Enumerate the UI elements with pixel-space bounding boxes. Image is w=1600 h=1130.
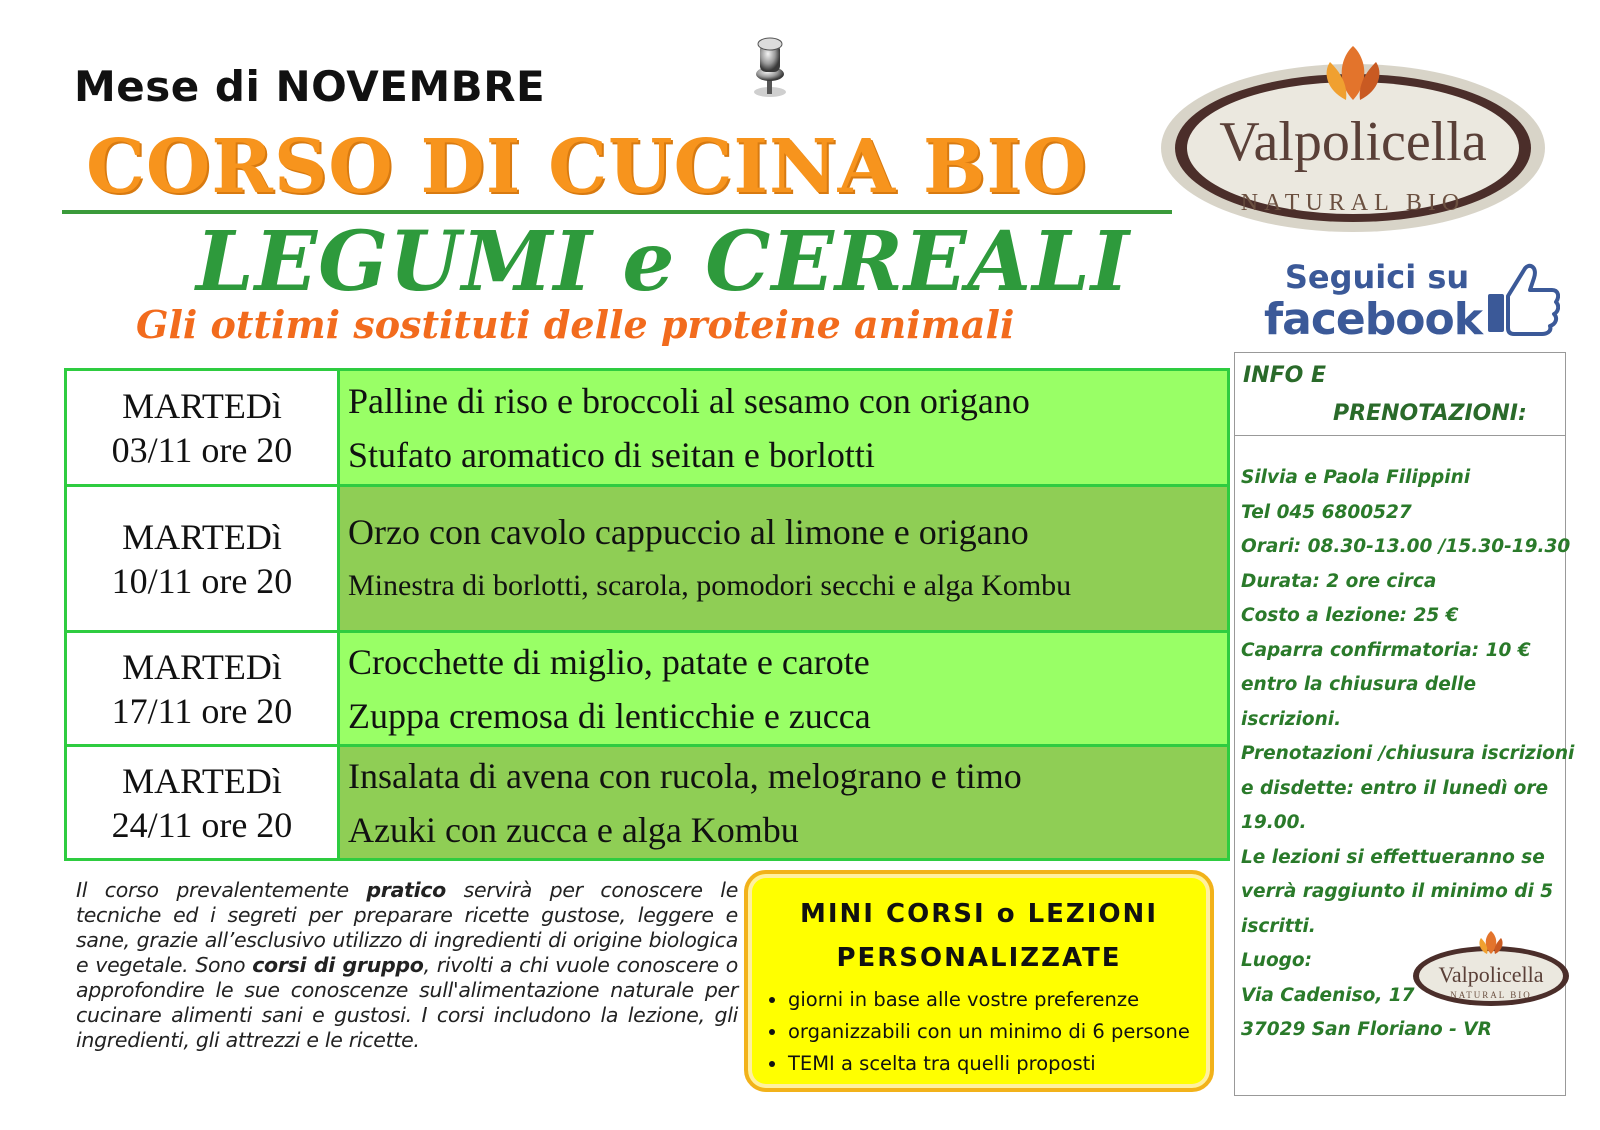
course-subtitle: LEGUMI e CEREALI [196, 214, 1131, 310]
lesson-day: MARTEDì [122, 385, 282, 426]
mini-title-line: PERSONALIZZATE [836, 943, 1122, 973]
table-row [67, 744, 1227, 858]
valpolicella-logo [1158, 40, 1548, 240]
info-line: iscritti. [1241, 915, 1316, 937]
info-line: Orari: 08.30-13.00 /15.30-19.30 [1241, 536, 1571, 557]
info-heading-line: INFO E [1243, 363, 1327, 388]
course-title: CORSO DI CUCINA BIO [86, 124, 1088, 210]
logo-sub: NATURAL BIO [1240, 190, 1466, 216]
lesson-date [67, 747, 340, 858]
info-line: Durata: 2 ore circa [1241, 570, 1437, 592]
description-text: servirà per conoscere le tecniche ed i segreti per preparare ricette gustose, leggere e sane, grazie all’esclusivo utilizzo di ingredienti di origine biologica e vegetale. Sono [76, 878, 739, 977]
dish: Crocchette di miglio, patate e carote [348, 641, 870, 682]
info-line: e disdette: entro il lunedì ore [1241, 777, 1549, 799]
lesson-day: MARTEDì [122, 646, 282, 687]
lesson-menu [340, 633, 1227, 744]
leaf-flame-icon [1479, 931, 1502, 954]
lesson-day: MARTEDì [122, 516, 282, 557]
info-heading [1235, 353, 1565, 436]
info-line: 19.00. [1241, 812, 1307, 833]
info-line: entro la chiusura delle [1241, 674, 1476, 695]
info-line: Costo a lezione: 25 € [1241, 605, 1459, 626]
dish: Insalata di avena con rucola, melograno e timo [348, 755, 1022, 796]
lesson-day: MARTEDì [122, 760, 282, 801]
table-row [67, 371, 1227, 484]
description-emphasis: pratico [366, 878, 446, 902]
logo-brand: Valpolicella [1219, 111, 1487, 173]
valpolicella-small-logo [1411, 930, 1571, 1010]
info-line: Le lezioni si effettueranno se [1241, 846, 1545, 868]
info-address: Via Cadeniso, 17 [1241, 984, 1415, 1006]
logo-sub: NATURAL BIO [1450, 990, 1532, 1000]
lesson-date [67, 633, 340, 744]
lesson-menu [340, 371, 1227, 484]
facebook-follow-label: Seguici su [1284, 258, 1470, 296]
mini-title-line: MINI CORSI o LEZIONI [800, 899, 1158, 929]
lesson-time: 17/11 ore 20 [111, 690, 293, 731]
mini-courses-list [770, 984, 1190, 1080]
description-text: , rivolti a chi vuole conoscere o approfondire le sue conoscenze sull'alimentazione naturale per cucinare alimenti sani e gustosi. I corsi includono la lezione, gli ingredienti, gli attrezzi e le ricette. [76, 953, 738, 1052]
facebook-wordmark: facebook [1264, 294, 1482, 345]
info-line: Caparra confirmatoria: 10 € [1241, 639, 1531, 661]
dish: Orzo con cavolo cappuccio al limone e origano [348, 511, 1029, 552]
list-item: • TEMI a scelta tra quelli proposti [788, 1048, 1190, 1080]
info-line: Silvia e Paola Filippini [1241, 467, 1471, 488]
facebook-follow[interactable] [1262, 258, 1562, 343]
lesson-date [67, 487, 340, 630]
lesson-date [67, 371, 340, 484]
dish: Palline di riso e broccoli al sesamo con origano [348, 380, 1030, 421]
info-line: Prenotazioni /chiusura iscrizioni [1241, 743, 1575, 764]
thumbs-up-icon [1484, 258, 1560, 338]
info-phone[interactable]: Tel 045 6800527 [1241, 501, 1412, 523]
pushpin-icon [740, 30, 800, 105]
course-tagline: Gli ottimi sostituti delle proteine animali [136, 302, 1015, 347]
mini-courses-box [744, 870, 1214, 1092]
lesson-menu [340, 747, 1227, 858]
dish: Minestra di borlotti, scarola, pomodori secchi e alga Kombu [348, 568, 1072, 602]
lesson-time: 24/11 ore 20 [111, 804, 293, 845]
lesson-menu [340, 487, 1227, 630]
dish: Stufato aromatico di seitan e borlotti [348, 434, 875, 475]
list-item: • organizzabili con un minimo di 6 persone [788, 1016, 1190, 1048]
lesson-time: 10/11 ore 20 [111, 560, 293, 601]
table-row [67, 630, 1227, 744]
info-line: verrà raggiunto il minimo di 5 [1241, 881, 1554, 902]
dish: Azuki con zucca e alga Kombu [348, 809, 799, 850]
info-address: 37029 San Floriano - VR [1241, 1019, 1492, 1040]
logo-brand: Valpolicella [1438, 962, 1544, 987]
list-item: • giorni in base alle vostre preferenze [788, 984, 1190, 1016]
table-row [67, 484, 1227, 630]
schedule-table [64, 368, 1230, 861]
info-line: iscrizioni. [1241, 708, 1342, 730]
info-line: Luogo: [1241, 950, 1313, 971]
course-description [76, 878, 738, 1053]
dish: Zuppa cremosa di lenticchie e zucca [348, 695, 871, 736]
info-heading-line: PRENOTAZIONI: [1333, 401, 1527, 426]
mini-courses-title [748, 892, 1210, 980]
description-text: Il corso prevalentemente [76, 878, 367, 902]
description-emphasis: corsi di gruppo [252, 953, 424, 977]
lesson-time: 03/11 ore 20 [111, 429, 293, 470]
month-heading: Mese di NOVEMBRE [74, 62, 546, 111]
